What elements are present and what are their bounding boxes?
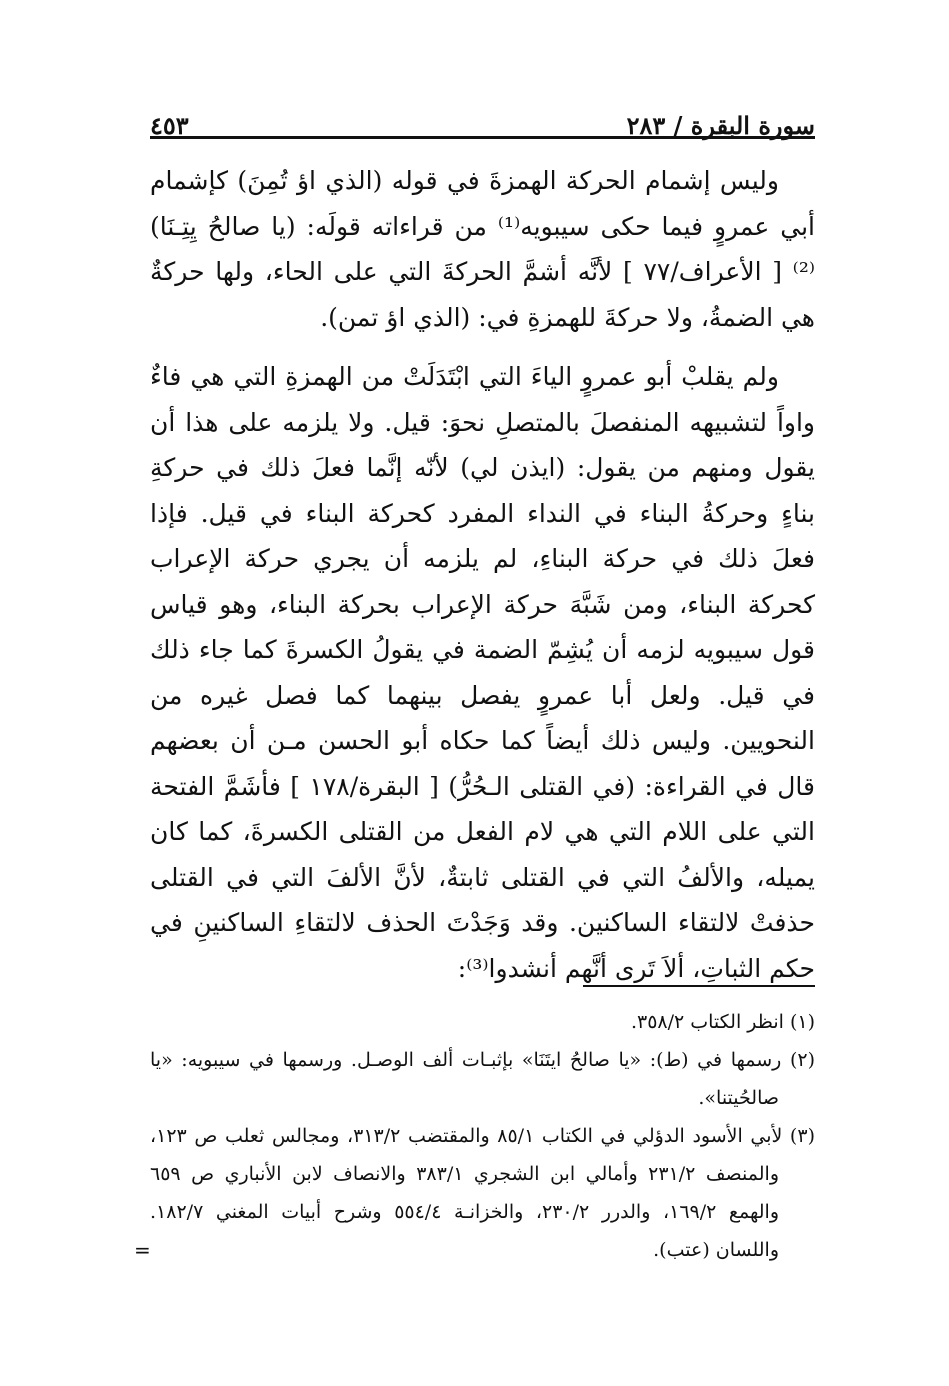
page-number: ٤٥٣ — [150, 111, 189, 140]
paragraph: وليس إشمام الحركة الهمزةَ في قوله (الذي اؤ تُمِنَ) كإشمام أبي عمروٍ فيما حكى سيبويه⁽¹⁾ من قراءاته قولَه: (يا صالحُ يِتِـنَا) ⁽²⁾ [ الأعراف/٧٧ ] لأنَّه أشمَّ الحركةَ التي على الحاء، ولها حركةٌ هي الضمةُ، ولا حركةَ للهمزةِ في: (الذي اؤ تمن). — [150, 166, 815, 332]
page-header — [150, 90, 815, 140]
footnote-1: (١) انظر الكتاب ٣٥٨/٢. — [630, 1011, 815, 1033]
footnotes — [150, 1003, 815, 1269]
footnote-2: (٢) رسمها في (ط): «يا صالحُ ايتَنَا» بإثبـات ألف الوصـل. ورسمها في سيبويه: «يا صالحُيتنا». — [150, 1049, 815, 1109]
main-text — [150, 158, 815, 991]
footnote-separator — [583, 985, 815, 987]
header-rule — [150, 136, 815, 139]
continuation-mark: = — [134, 1238, 151, 1262]
footnote-3: (٣) لأبي الأسود الدؤلي في الكتاب ٨٥/١ والمقتضب ٣١٣/٢، ومجالس ثعلب ص ١٢٣، والمنصف ٢٣١/٢ وأمالي ابن الشجري ٣٨٣/١ والانصاف لابن الأنباري ص ٦٥٩ والهمع ١٦٩/٢، والدرر ٢٣٠/٢، والخزانـة ٥٥٤/٤ وشرح أبيات المغني ١٨٢/٧. واللسان (عتب). — [150, 1125, 815, 1261]
paragraph: ولم يقلبْ أبو عمروٍ الياءَ التي ابْتَدَلَتْ من الهمزةِ التي هي فاءٌ واواً لتشبيهه المنفصلَ بالمتصلِ نحوَ: قيل. ولا يلزمه على هذا أن يقول ومنهم من يقول: (ايذن لي) لأنّه إنَّما فعلَ ذلك في حركةِ بناءٍ وحركةُ البناء في النداء المفرد كحركة البناء في قيل. فإذا فعلَ ذلك في حركة البناءِ، لم يلزمه أن يجري حركة الإعراب كحركة البناء، ومن شَبَّهَ حركة الإعراب بحركة البناء، وهو قياس قول سيبويه لزمه أن يُشِمّ الضمة في يقولُ الكسرةَ كما جاء ذلك في قيل. ولعل أبا عمروٍ يفصل بينهما كما فصل غيره من النحويين. وليس ذلك أيضاً كما حكاه أبو الحسن مـن أن بعضهم قال في القراءة: (في القتلى الـحُرُّ) [ البقرة/١٧٨ ] فأشَمَّ الفتحة التي على اللام التي هي لام الفعل من القتلى الكسرةَ، كما كان يميله، والألفُ التي في القتلى ثابتةٌ، لأنَّ الألفَ التي في القتلى حذفتْ لالتقاء الساكنين. وقد وَجَدْتَ الحذف لالتقاءِ الساكنينِ في حكم الثباتِ، ألاَ تَرى أنَّهم أنشدوا⁽³⁾: — [150, 362, 815, 983]
running-title: سورة البقرة / ٢٨٣ — [626, 111, 815, 140]
